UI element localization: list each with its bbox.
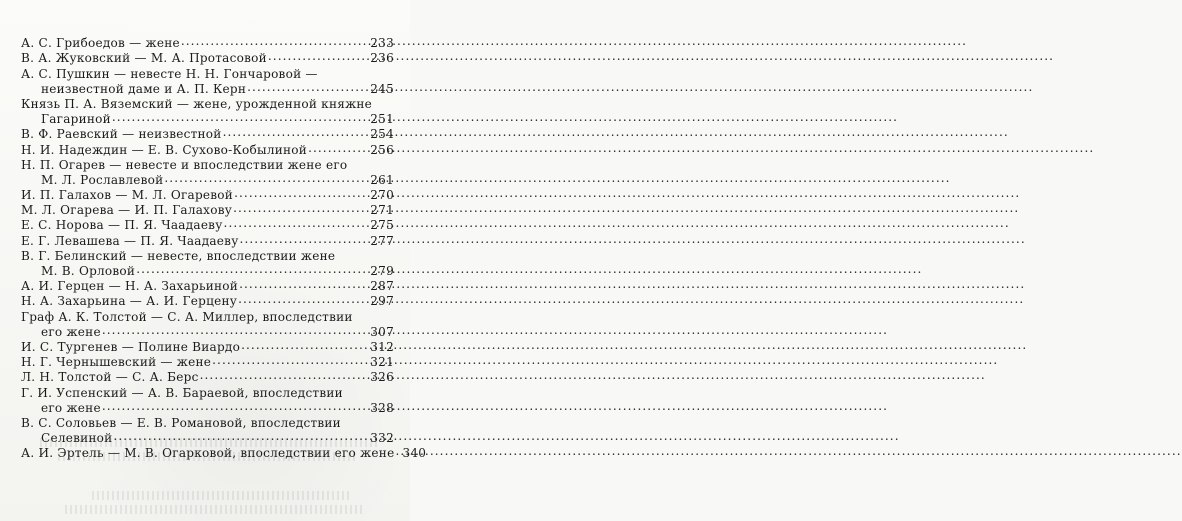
toc-entry-text: А. С. Пушкин — невесте Н. Н. Гончаровой — <box>21 66 318 81</box>
leader-dots <box>112 110 369 125</box>
page-number: 277 <box>370 233 394 248</box>
toc-entry-continuation <box>21 82 394 97</box>
page-number: 251 <box>370 112 394 127</box>
toc-entry-text: М. Л. Огарева — И. П. Галахову <box>21 203 233 218</box>
toc-entry-line <box>21 370 394 385</box>
leader-dots <box>240 232 370 247</box>
book-page <box>0 0 427 521</box>
page-number: 275 <box>370 218 394 233</box>
toc-entry-text: В. Г. Белинский — невесте, впоследствии жене <box>21 248 336 263</box>
toc-entry-line <box>21 294 394 309</box>
leader-dots <box>212 353 369 368</box>
page-number: 287 <box>370 279 394 294</box>
leader-dots <box>395 444 401 459</box>
toc-entry-line <box>21 233 394 248</box>
toc-entry <box>21 309 394 339</box>
toc-entry-line <box>21 51 394 66</box>
toc-entry <box>21 385 394 415</box>
table-of-contents <box>21 36 427 461</box>
toc-entry-text: Н. Г. Чернышевский — жене <box>21 355 212 370</box>
toc-entry-text: Л. Н. Толстой — С. А. Берс <box>21 370 199 385</box>
toc-entry-text: Селевиной <box>41 431 113 446</box>
leader-dots <box>239 277 369 292</box>
leader-dots <box>241 338 369 353</box>
toc-entry <box>21 249 394 279</box>
toc-entry-text: А. И. Герцен — Н. А. Захарьиной <box>21 279 239 294</box>
leader-dots <box>102 323 369 338</box>
leader-dots <box>234 186 369 201</box>
show-through-text <box>92 491 352 500</box>
page-number: 245 <box>370 81 394 96</box>
leader-dots <box>238 292 369 307</box>
toc-entry-text: Н. П. Огарев — невесте и впоследствии жене его <box>21 157 348 172</box>
toc-entry-text: М. Л. Рославлевой <box>41 172 164 187</box>
toc-entry <box>21 294 394 309</box>
toc-entry-text: М. В. Орловой <box>41 264 136 278</box>
toc-entry-text: И. П. Галахов — М. Л. Огаревой <box>21 188 234 203</box>
toc-entry <box>21 66 394 96</box>
leader-dots <box>164 171 369 186</box>
page-number: 326 <box>370 370 394 385</box>
toc-entry-text: Е. С. Норова — П. Я. Чаадаеву <box>21 218 223 233</box>
toc-entry-text: Е. Г. Левашева — П. Я. Чаадаеву <box>21 233 239 248</box>
toc-entry-text: В. С. Соловьев — Е. В. Романовой, впоследствии <box>21 415 341 430</box>
toc-entry <box>21 370 394 385</box>
page-number: 297 <box>370 294 394 309</box>
page-number: 256 <box>370 142 394 157</box>
page-number: 233 <box>370 36 394 51</box>
toc-entry <box>21 158 394 188</box>
page-number: 332 <box>370 431 394 446</box>
leader-dots <box>268 49 369 64</box>
toc-entry-line <box>21 142 394 157</box>
toc-entry-text: Граф А. К. Толстой — С. А. Миллер, впоследствии <box>21 309 353 324</box>
leader-dots <box>308 141 369 156</box>
toc-entry-text: А. С. Грибоедов — жене <box>21 36 180 51</box>
leader-dots <box>136 262 369 277</box>
page-number: 261 <box>370 172 394 187</box>
toc-entry-text: И. С. Тургенев — Полине Виардо <box>21 339 241 354</box>
toc-entry-text: В. Ф. Раевский — неизвестной <box>21 127 222 142</box>
leader-dots <box>233 201 369 216</box>
show-through-text <box>40 438 380 447</box>
leader-dots <box>223 125 370 140</box>
toc-entry-text: А. И. Эртель — М. В. Огарковой, впоследствии его жене <box>21 446 395 461</box>
page-number: 312 <box>370 339 394 354</box>
toc-entry-continuation <box>21 401 394 416</box>
show-through-text <box>58 452 358 461</box>
toc-entry-text: Г. И. Успенский — А. В. Бараевой, впоследствии <box>21 385 343 400</box>
toc-entry-text: Н. А. Захарьина — А. И. Герцену <box>21 294 238 309</box>
toc-entry-text: Гагариной <box>41 112 111 127</box>
page-number: 340 <box>402 446 427 461</box>
show-through-text <box>65 505 365 514</box>
leader-dots <box>247 80 369 95</box>
toc-entry <box>21 51 394 66</box>
toc-entry <box>21 233 394 248</box>
page-number: 254 <box>370 127 394 142</box>
leader-dots <box>102 399 369 414</box>
page-number: 307 <box>370 324 394 339</box>
leader-dots <box>200 368 370 383</box>
toc-entry-text: В. А. Жуковский — М. А. Протасовой <box>21 51 267 66</box>
toc-entry-text: его жене <box>41 400 101 415</box>
leader-dots <box>224 216 370 231</box>
page-number: 321 <box>370 355 394 370</box>
page-number: 270 <box>370 188 394 203</box>
toc-entry-text: неизвестной даме и А. П. Керн <box>41 81 247 96</box>
page-number: 271 <box>370 203 394 218</box>
page-number: 236 <box>370 51 394 66</box>
toc-entry-text: Князь П. А. Вяземский — жене, урожденной княжне <box>21 96 373 111</box>
toc-entry-text: Н. И. Надеждин — Е. В. Сухово-Кобылиной <box>21 142 308 157</box>
leader-dots <box>181 34 369 49</box>
toc-entry <box>21 97 394 127</box>
toc-entry <box>21 142 394 157</box>
page-number: 328 <box>370 400 394 415</box>
toc-entry-text: его жене <box>41 324 101 339</box>
page-number: 279 <box>370 264 394 278</box>
